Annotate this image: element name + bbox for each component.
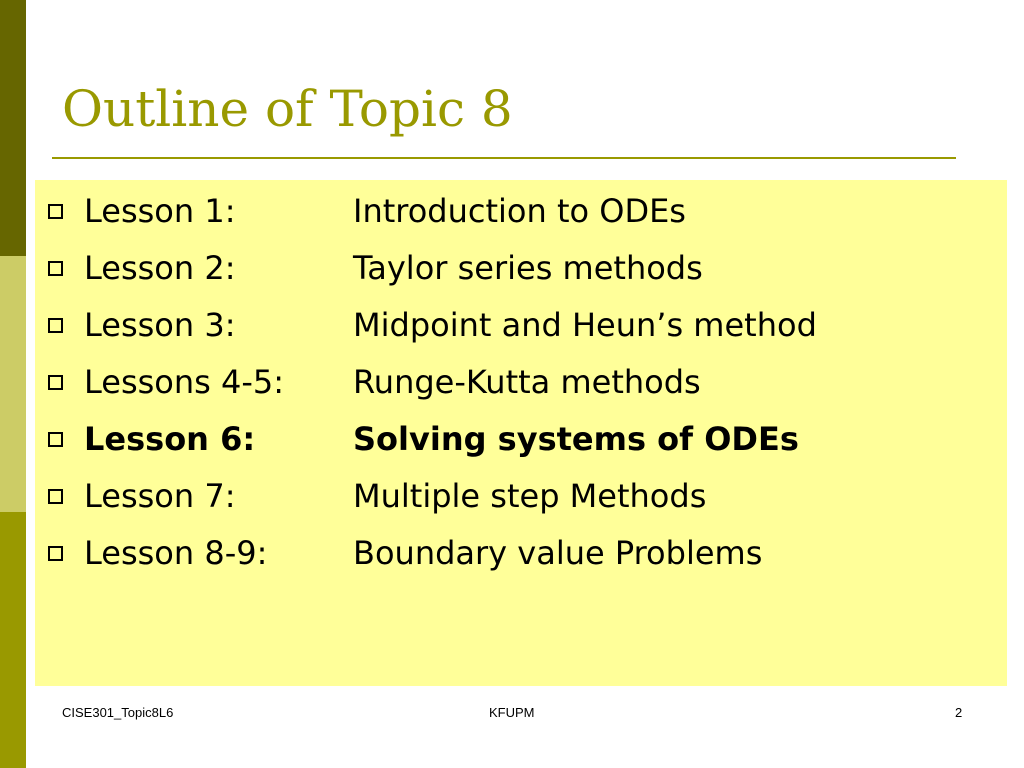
lesson-description: Midpoint and Heun’s method — [353, 306, 817, 344]
lesson-label: Lesson 7: — [84, 477, 236, 515]
square-bullet-icon — [48, 375, 63, 390]
side-band-bottom — [0, 512, 26, 768]
lesson-item-2 — [35, 248, 1007, 288]
footer-course-code: CISE301_Topic8L6 — [62, 705, 174, 720]
lesson-label: Lesson 2: — [84, 249, 236, 287]
lesson-description: Introduction to ODEs — [353, 192, 686, 230]
square-bullet-icon — [48, 261, 63, 276]
lesson-item-3 — [35, 305, 1007, 345]
footer-page-number: 2 — [955, 705, 963, 720]
square-bullet-icon — [48, 432, 63, 447]
side-band-middle — [0, 256, 26, 512]
lesson-description: Solving systems of ODEs — [353, 420, 799, 458]
square-bullet-icon — [48, 546, 63, 561]
lesson-label: Lesson 1: — [84, 192, 236, 230]
lesson-description: Boundary value Problems — [353, 534, 763, 572]
lesson-label: Lesson 3: — [84, 306, 236, 344]
lesson-item-4-5 — [35, 362, 1007, 402]
lesson-item-1 — [35, 191, 1007, 231]
lesson-item-7 — [35, 476, 1007, 516]
lesson-item-8-9 — [35, 533, 1007, 573]
footer-institution: KFUPM — [489, 705, 535, 720]
side-band-top — [0, 0, 26, 256]
square-bullet-icon — [48, 489, 63, 504]
square-bullet-icon — [48, 204, 63, 219]
lesson-description: Taylor series methods — [353, 249, 703, 287]
square-bullet-icon — [48, 318, 63, 333]
lesson-label: Lesson 6: — [84, 420, 256, 458]
lesson-item-6-current — [35, 419, 1007, 459]
content-box — [35, 180, 1007, 686]
slide-title: Outline of Topic 8 — [62, 80, 513, 138]
lesson-label: Lessons 4-5: — [84, 363, 285, 401]
lesson-description: Runge-Kutta methods — [353, 363, 701, 401]
title-underline — [52, 157, 956, 159]
lesson-description: Multiple step Methods — [353, 477, 707, 515]
lesson-label: Lesson 8-9: — [84, 534, 268, 572]
